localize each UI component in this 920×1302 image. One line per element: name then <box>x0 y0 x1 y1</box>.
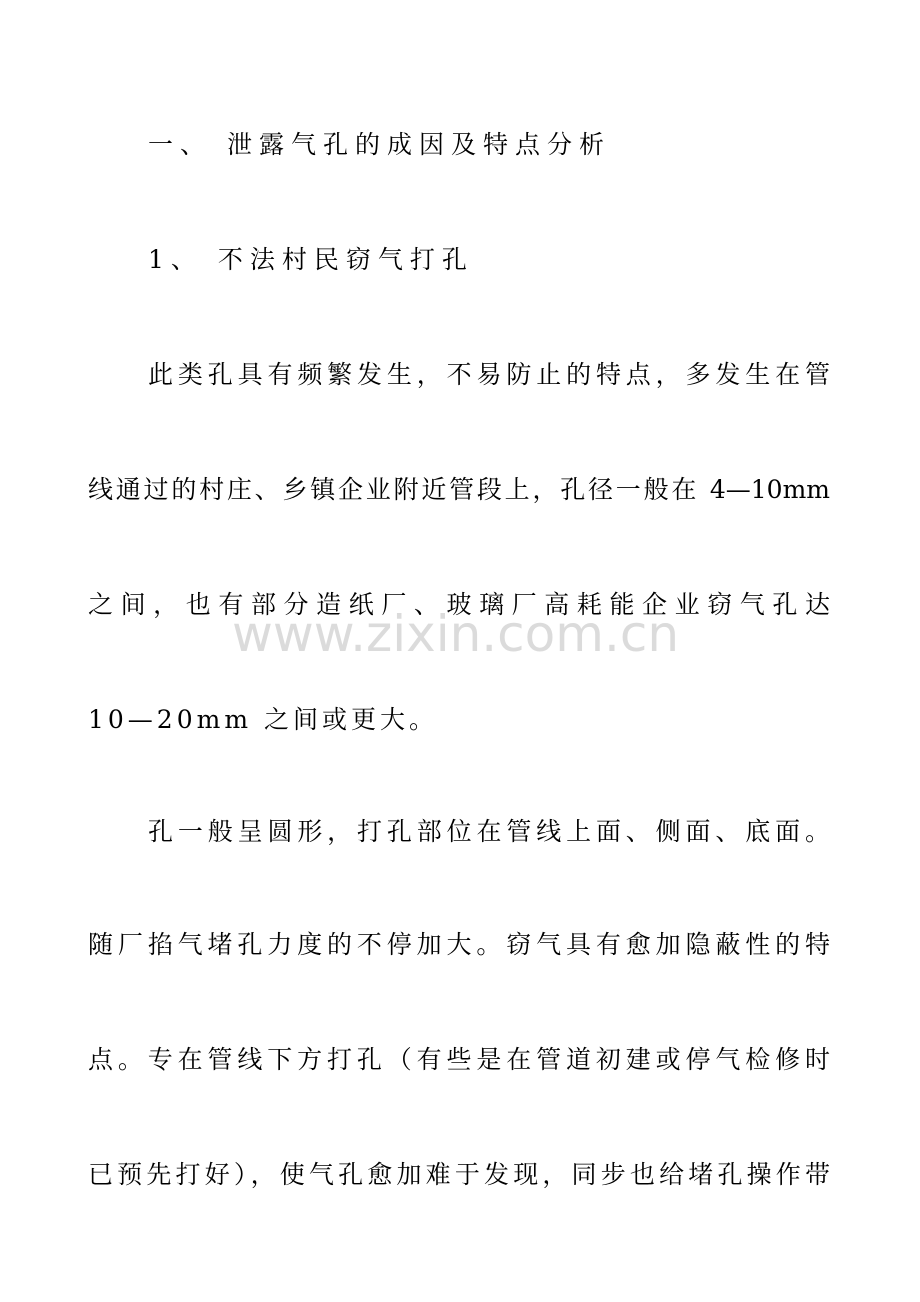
section-heading: 一、 泄露气孔的成因及特点分析 <box>148 130 611 159</box>
paragraph-line: 10—20mm 之间或更大。 <box>88 705 438 734</box>
paragraph-line: 点。专在管线下方打孔（有些是在管道初建或停气检修时 <box>88 1045 830 1074</box>
paragraph-line: 线通过的村庄、乡镇企业附近管段上，孔径一般在 4—10mm <box>88 475 830 504</box>
paragraph-line: 已预先打好），使气孔愈加难于发现，同步也给堵孔操作带 <box>88 1160 830 1189</box>
paragraph-line: 孔一般呈圆形，打孔部位在管线上面、侧面、底面。 <box>148 817 830 846</box>
subsection-heading: 1、 不法村民窃气打孔 <box>148 245 474 274</box>
watermark-text: www.zixin.com.cn <box>232 605 680 663</box>
paragraph-line: 随厂掐气堵孔力度的不停加大。窃气具有愈加隐蔽性的特 <box>88 930 830 959</box>
paragraph-line: 之间，也有部分造纸厂、玻璃厂高耗能企业窃气孔达 <box>88 590 830 619</box>
paragraph-line: 此类孔具有频繁发生，不易防止的特点，多发生在管 <box>148 360 830 389</box>
